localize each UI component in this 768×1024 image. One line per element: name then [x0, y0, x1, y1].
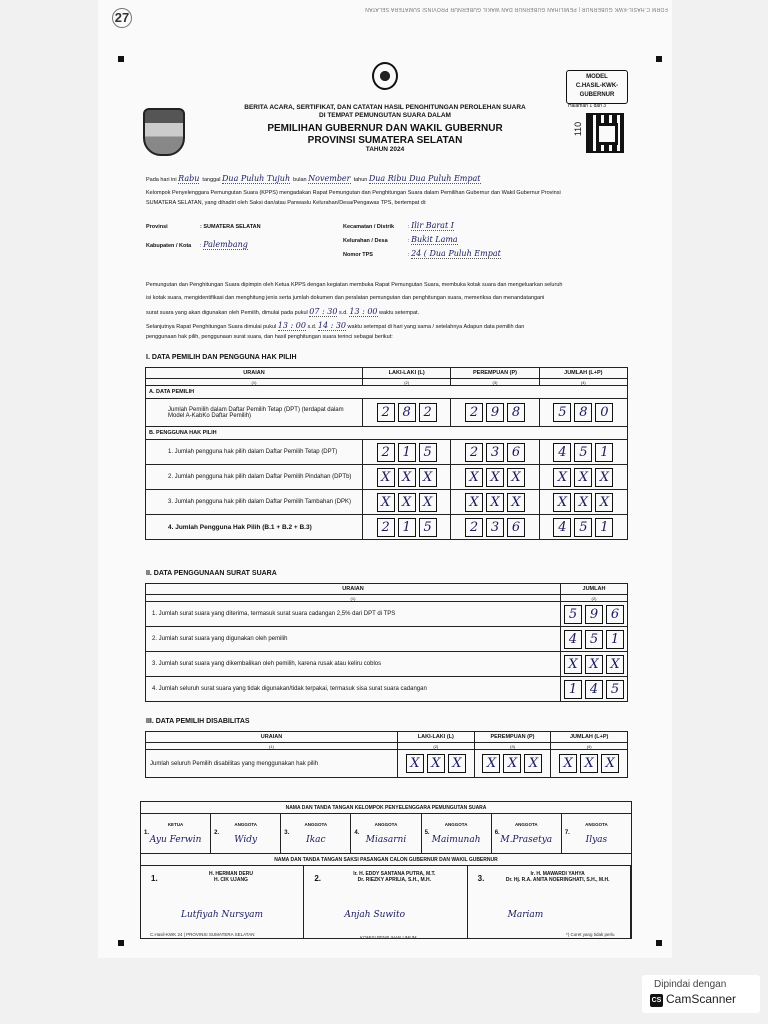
col-header: JUMLAH (L+P)	[539, 368, 627, 379]
row-label: 1. Jumlah pengguna hak pilih dalam Daftar Pemilih Tetap (DPT)	[146, 440, 363, 465]
digit-box: X	[398, 468, 416, 487]
page-tag: 27	[112, 8, 132, 28]
digit-box: 1	[595, 518, 613, 537]
saksi-signature: 1. H. HERMAN DERU H. CIK UJANG Lutfiyah Nursyam	[141, 866, 304, 938]
col-index: (2)	[561, 595, 628, 602]
digit-box: 1	[564, 680, 582, 699]
digit-box: 4	[585, 680, 603, 699]
digit-box: 8	[398, 403, 416, 422]
digit-box: X	[507, 493, 525, 512]
digit-box: 2	[377, 518, 395, 537]
value-cell	[539, 465, 627, 490]
digit-box: X	[465, 468, 483, 487]
camscanner-label: Dipindai dengan	[654, 979, 727, 990]
value-cell	[451, 465, 539, 490]
kpps-header: NAMA DAN TANDA TANGAN KELOMPOK PENYELENGGARA PEMUNGUTAN SUARA	[141, 802, 632, 814]
row-label: 3. Jumlah pengguna hak pilih dalam Daftar Pemilih Tambahan (DPK)	[146, 490, 363, 515]
digit-box: X	[465, 493, 483, 512]
digit-box: 4	[564, 630, 582, 649]
saksi-row	[141, 866, 632, 939]
section-2-table	[145, 583, 628, 702]
digit-box: 5	[553, 403, 571, 422]
digit-box: X	[503, 754, 521, 773]
col-index: (3)	[474, 743, 551, 750]
mirrored-header-text: FORM C.HASIL-KWK GUBERNUR | PEMILIHAN GUBERNUR DAN WAKIL GUBERNUR PROVINSI SUMATERA SELATAN	[365, 6, 668, 12]
title-line-4: PROVINSI SUMATERA SELATAN	[307, 135, 463, 146]
row-label: 1. Jumlah surat suara yang diterima, termasuk surat suara cadangan 2,5% dari DPT di TPS	[146, 602, 561, 627]
signature-table	[140, 801, 632, 939]
digit-box: 2	[419, 403, 437, 422]
value-cell	[451, 399, 539, 427]
hari-value: Rabu	[178, 174, 200, 183]
digit-box: 5	[606, 680, 624, 699]
intro-para-7: penggunaan hak pilih, penggunaan surat suara, dan hasil penghitungan suara terinci sebagai berikut:	[146, 334, 393, 340]
digit-box: X	[595, 493, 613, 512]
digit-box: X	[419, 493, 437, 512]
value-cell	[363, 490, 451, 515]
tps-label: Nomor TPS	[343, 252, 373, 258]
section-2-heading: II. DATA PENGGUNAAN SURAT SUARA	[146, 570, 277, 577]
kabkota-value: : Palembang	[200, 240, 248, 249]
digit-box: 1	[398, 518, 416, 537]
value-cell	[561, 652, 628, 677]
value-cell	[551, 750, 628, 778]
intro-para-5: surat suara yang akan digunakan oleh Pemilih, dimulai pada pukul 07 : 30 s.d. 13 : 00 waktu setempat.	[146, 307, 420, 316]
kabkota-label: Kabupaten / Kota	[146, 243, 192, 249]
col-index: (3)	[451, 379, 539, 386]
digit-box: 0	[595, 403, 613, 422]
digit-box: X	[398, 493, 416, 512]
tanggal-value: Dua Puluh Tujuh	[222, 174, 291, 183]
digit-box: 5	[419, 443, 437, 462]
saksi-signature: 2. Ir. H. EDDY SANTANA PUTRA, M.T. Dr. RIEZKY APRILIA, S.H., M.H. Anjah Suwito	[304, 866, 467, 938]
kpps-signature: ANGGOTA 5. Maimunah	[421, 814, 491, 854]
kpps-signature: ANGGOTA 4. Miasarni	[351, 814, 421, 854]
digit-box: 9	[585, 605, 603, 624]
digit-box: X	[377, 493, 395, 512]
digit-box: 8	[574, 403, 592, 422]
value-cell	[451, 440, 539, 465]
camscanner-logo-icon: CS	[650, 994, 663, 1007]
digit-box: X	[427, 754, 445, 773]
col-index: (1)	[146, 379, 363, 386]
digit-box: X	[377, 468, 395, 487]
digit-box: X	[606, 655, 624, 674]
footer-note: *) Coret yang tidak perlu	[566, 932, 615, 937]
digit-box: 2	[465, 443, 483, 462]
row-label: 4. Jumlah Pengguna Hak Pilih (B.1 + B.2 + B.3)	[146, 515, 363, 540]
digit-box: X	[564, 655, 582, 674]
digit-box: 6	[507, 518, 525, 537]
col-header: LAKI-LAKI (L)	[363, 368, 451, 379]
value-cell	[561, 602, 628, 627]
col-header: URAIAN	[146, 368, 363, 379]
col-index: (4)	[551, 743, 628, 750]
col-index: (1)	[146, 743, 398, 750]
digit-box: X	[486, 468, 504, 487]
kpps-signature: ANGGOTA 6. M.Prasetya	[491, 814, 561, 854]
title-line-1: BERITA ACARA, SERTIFIKAT, DAN CATATAN HASIL PENGHITUNGAN PEROLEHAN SUARA	[244, 104, 526, 111]
col-index: (2)	[363, 379, 451, 386]
kpps-signature: ANGGOTA 2. Widy	[211, 814, 281, 854]
side-number: 110	[573, 121, 584, 137]
intro-para-4: isi kotak suara, mengidentifikasi dan menghitung jenis serta jumlah dokumen dan peralatan pemungutan dan penghitungan suara, memeriksa dan menandatangani	[146, 295, 545, 301]
value-cell	[539, 490, 627, 515]
digit-box: X	[486, 493, 504, 512]
kpps-signature: ANGGOTA 3. Ikac	[281, 814, 351, 854]
col-header: LAKI-LAKI (L)	[398, 732, 475, 743]
digit-box: 2	[377, 403, 395, 422]
digit-box: 2	[377, 443, 395, 462]
title-line-3: PEMILIHAN GUBERNUR DAN WAKIL GUBERNUR	[267, 123, 503, 134]
digit-box: X	[580, 754, 598, 773]
col-index: (4)	[539, 379, 627, 386]
value-cell	[474, 750, 551, 778]
digit-box: 3	[486, 443, 504, 462]
digit-box: 4	[553, 518, 571, 537]
intro-para-3: Pemungutan dan Penghitungan Suara dipimpin oleh Ketua KPPS dengan kegiatan membuka Rapat Pemungutan Suara, membuka kotak suara dan mengeluarkan seluruh	[146, 282, 563, 288]
tahun-value: Dua Ribu Dua Puluh Empat	[368, 174, 481, 183]
digit-box: X	[553, 468, 571, 487]
title-line-5: TAHUN 2024	[365, 146, 405, 153]
col-header: URAIAN	[146, 584, 561, 595]
digit-box: 1	[398, 443, 416, 462]
camscanner-brand: CamScanner	[666, 992, 737, 1006]
footer-left: C.Hasil-KWK 24 | PROVINSI SUMATERA SELATAN	[150, 932, 255, 937]
subsection-b: B. PENGGUNA HAK PILIH	[146, 427, 628, 440]
col-index: (1)	[146, 595, 561, 602]
corner-mark	[118, 56, 124, 62]
value-cell	[363, 440, 451, 465]
kpps-signature: KETUA 1. Ayu Ferwin	[141, 814, 211, 854]
digit-box: 5	[419, 518, 437, 537]
kecamatan-label: Kecamatan / Distrik	[343, 224, 395, 230]
section-3-table	[145, 731, 628, 778]
subsection-a: A. DATA PEMILIH	[146, 386, 628, 399]
title-line-2: DI TEMPAT PEMUNGUTAN SUARA DALAM	[319, 112, 451, 119]
footer-mid: KOMISI PEMILIHAN UMUM	[360, 935, 417, 940]
row-label: Jumlah Pemilih dalam Daftar Pemilih Tetap (DPT) (terdapat dalam Model A-KabKo Daftar Pemilih)	[146, 399, 363, 427]
bulan-value: November	[308, 174, 351, 183]
row-label: 4. Jumlah seluruh surat suara yang tidak digunakan/tidak terpakai, termasuk sisa surat suara cadangan	[146, 677, 561, 702]
kelurahan-value: : Bukit Lama	[408, 235, 458, 244]
digit-box: X	[574, 468, 592, 487]
value-cell	[398, 750, 475, 778]
value-cell	[561, 627, 628, 652]
digit-box: 6	[606, 605, 624, 624]
value-cell	[363, 465, 451, 490]
digit-box: 5	[574, 443, 592, 462]
row-label: 3. Jumlah surat suara yang dikembalikan oleh pemilih, karena rusak atau keliru coblos	[146, 652, 561, 677]
digit-box: X	[601, 754, 619, 773]
col-index: (2)	[398, 743, 475, 750]
kpps-signature: ANGGOTA 7. Ilyas	[561, 814, 631, 854]
digit-box: 6	[507, 443, 525, 462]
kecamatan-value: : Ilir Barat I	[408, 221, 454, 230]
digit-box: X	[595, 468, 613, 487]
digit-box: X	[559, 754, 577, 773]
corner-mark	[656, 56, 662, 62]
row-label: Jumlah seluruh Pemilih disabilitas yang menggunakan hak pilih	[146, 750, 398, 778]
value-cell	[539, 515, 627, 540]
digit-box: 1	[606, 630, 624, 649]
value-cell	[451, 515, 539, 540]
col-header: PEREMPUAN (P)	[451, 368, 539, 379]
col-header: PEREMPUAN (P)	[474, 732, 551, 743]
digit-box: X	[482, 754, 500, 773]
col-header: JUMLAH (L+P)	[551, 732, 628, 743]
value-cell	[363, 515, 451, 540]
qr-code	[588, 115, 622, 151]
digit-box: X	[406, 754, 424, 773]
col-header: JUMLAH	[561, 584, 628, 595]
digit-box: X	[574, 493, 592, 512]
row-label: 2. Jumlah surat suara yang digunakan oleh pemilih	[146, 627, 561, 652]
digit-box: 5	[585, 630, 603, 649]
digit-box: 9	[486, 403, 504, 422]
value-cell	[539, 440, 627, 465]
digit-box: 5	[564, 605, 582, 624]
provinsi-label: Provinsi	[146, 224, 168, 230]
digit-box: X	[585, 655, 603, 674]
digit-box: 2	[465, 403, 483, 422]
digit-box: 3	[486, 518, 504, 537]
section-1-table	[145, 367, 628, 540]
value-cell	[561, 677, 628, 702]
section-3-heading: III. DATA PEMILIH DISABILITAS	[146, 718, 250, 725]
value-cell	[451, 490, 539, 515]
saksi-signature: 3. Ir. H. MAWARDI YAHYA Dr. Hj. R.A. ANITA NOERINGHATI, S.H., M.H. Mariam	[468, 866, 631, 938]
corner-mark	[118, 940, 124, 946]
digit-box: X	[507, 468, 525, 487]
digit-box: X	[448, 754, 466, 773]
tps-value: : 24 ( Dua Puluh Empat	[408, 249, 501, 258]
page-number: Halaman 1 dari 3	[568, 103, 607, 109]
intro-para-1: Kelompok Penyelenggara Pemungutan Suara (KPPS) mengadakan Rapat Pemungutan dan Penghitungan Suara dalam Pemilihan Gubernur dan Wakil Gubernur Provinsi	[146, 190, 561, 196]
digit-box: X	[524, 754, 542, 773]
value-cell	[539, 399, 627, 427]
value-cell	[363, 399, 451, 427]
kpu-logo	[372, 62, 398, 90]
province-emblem	[143, 108, 185, 156]
digit-box: 8	[507, 403, 525, 422]
date-line: Pada hari ini Rabu tanggal Dua Puluh Tujuh bulan November tahun Dua Ribu Dua Puluh Empat	[146, 174, 481, 183]
digit-box: 2	[465, 518, 483, 537]
digit-box: 1	[595, 443, 613, 462]
row-label: 2. Jumlah pengguna hak pilih dalam Daftar Pemilih Pindahan (DPTb)	[146, 465, 363, 490]
digit-box: 5	[574, 518, 592, 537]
intro-para-6: Selanjutnya Rapat Penghitungan Suara dimulai pukul 13 : 00 s.d. 14 : 30 waktu setempat di hari yang sama / setelahnya Adapun data pemilih dan	[146, 321, 525, 330]
digit-box: 4	[553, 443, 571, 462]
model-box: MODEL C.HASIL-KWK- GUBERNUR	[566, 70, 628, 104]
digit-box: X	[419, 468, 437, 487]
saksi-header: NAMA DAN TANDA TANGAN SAKSI PASANGAN CALON GUBERNUR DAN WAKIL GUBERNUR	[141, 854, 632, 866]
provinsi-value: : SUMATERA SELATAN	[200, 224, 261, 230]
kelurahan-label: Kelurahan / Desa	[343, 238, 388, 244]
intro-para-2: SUMATERA SELATAN, yang dihadiri oleh Saksi dan/atau Panwaslu Kelurahan/Desa/Pengawas TPS, bertempat di:	[146, 200, 427, 206]
camscanner-watermark	[642, 975, 760, 1013]
digit-box: X	[553, 493, 571, 512]
col-header: URAIAN	[146, 732, 398, 743]
corner-mark	[656, 940, 662, 946]
section-1-heading: I. DATA PEMILIH DAN PENGGUNA HAK PILIH	[146, 354, 297, 361]
